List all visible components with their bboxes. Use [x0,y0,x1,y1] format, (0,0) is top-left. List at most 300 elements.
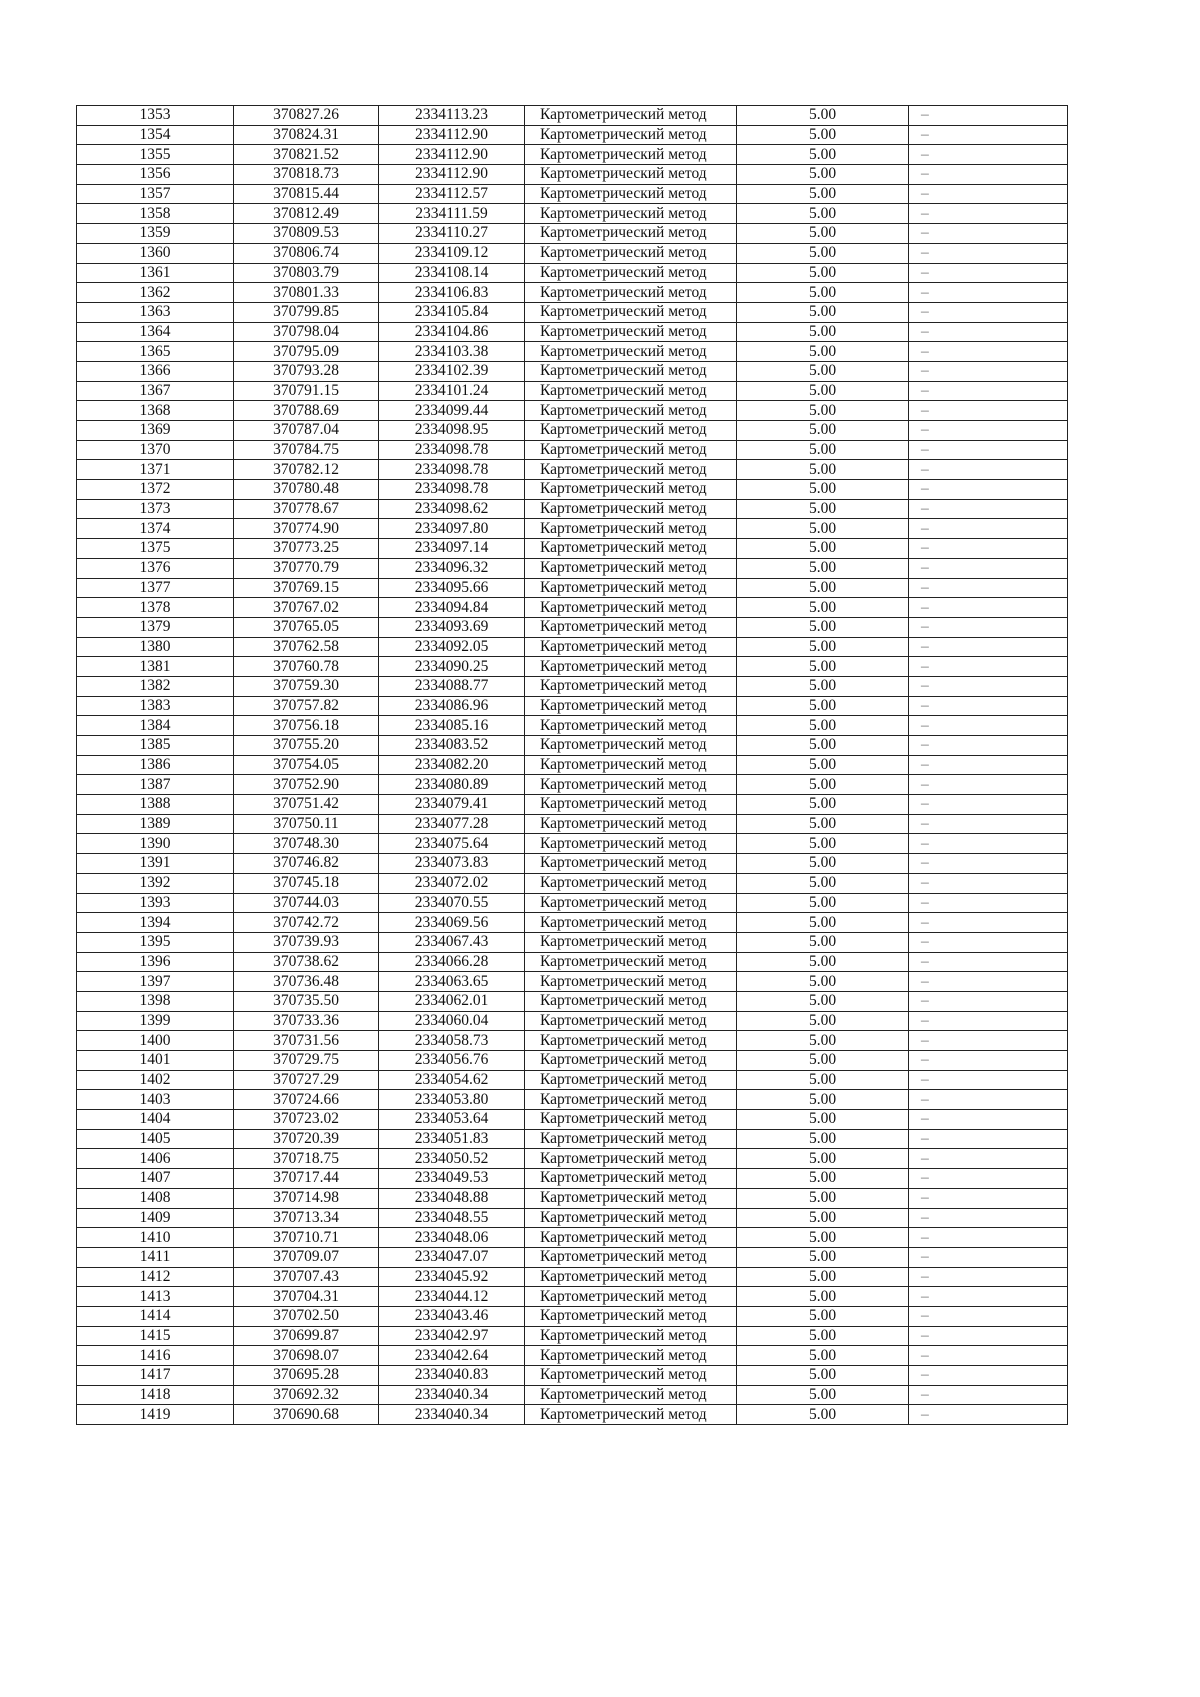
x-coordinate-cell: 370709.07 [234,1247,379,1267]
accuracy-cell: 5.00 [737,263,909,283]
y-coordinate-cell: 2334113.23 [379,106,525,126]
note-cell: – [909,617,1068,637]
table-row [77,1385,1068,1405]
note-cell: – [909,480,1068,500]
note-cell: – [909,125,1068,145]
method-cell: Картометрический метод [525,145,737,165]
x-coordinate-cell: 370731.56 [234,1031,379,1051]
table-row [77,243,1068,263]
note-cell: – [909,893,1068,913]
x-coordinate-cell: 370739.93 [234,932,379,952]
point-number-cell: 1401 [77,1051,234,1071]
table-row [77,952,1068,972]
note-cell: – [909,440,1068,460]
table-row [77,1070,1068,1090]
method-cell: Картометрический метод [525,165,737,185]
method-cell: Картометрический метод [525,361,737,381]
y-coordinate-cell: 2334051.83 [379,1129,525,1149]
point-number-cell: 1356 [77,165,234,185]
note-cell: – [909,795,1068,815]
accuracy-cell: 5.00 [737,460,909,480]
note-cell: – [909,1385,1068,1405]
accuracy-cell: 5.00 [737,539,909,559]
x-coordinate-cell: 370824.31 [234,125,379,145]
x-coordinate-cell: 370806.74 [234,243,379,263]
note-cell: – [909,1051,1068,1071]
point-number-cell: 1411 [77,1247,234,1267]
method-cell: Картометрический метод [525,1405,737,1425]
y-coordinate-cell: 2334111.59 [379,204,525,224]
y-coordinate-cell: 2334056.76 [379,1051,525,1071]
method-cell: Картометрический метод [525,480,737,500]
method-cell: Картометрический метод [525,952,737,972]
y-coordinate-cell: 2334092.05 [379,637,525,657]
table-row [77,676,1068,696]
accuracy-cell: 5.00 [737,519,909,539]
method-cell: Картометрический метод [525,302,737,322]
x-coordinate-cell: 370724.66 [234,1090,379,1110]
x-coordinate-cell: 370704.31 [234,1287,379,1307]
table-row [77,322,1068,342]
y-coordinate-cell: 2334066.28 [379,952,525,972]
table-row [77,736,1068,756]
accuracy-cell: 5.00 [737,125,909,145]
point-number-cell: 1375 [77,539,234,559]
method-cell: Картометрический метод [525,1326,737,1346]
note-cell: – [909,834,1068,854]
table-row [77,1090,1068,1110]
x-coordinate-cell: 370710.71 [234,1228,379,1248]
y-coordinate-cell: 2334106.83 [379,283,525,303]
y-coordinate-cell: 2334094.84 [379,598,525,618]
point-number-cell: 1367 [77,381,234,401]
point-number-cell: 1403 [77,1090,234,1110]
x-coordinate-cell: 370815.44 [234,184,379,204]
accuracy-cell: 5.00 [737,913,909,933]
method-cell: Картометрический метод [525,519,737,539]
note-cell: – [909,1346,1068,1366]
y-coordinate-cell: 2334079.41 [379,795,525,815]
method-cell: Картометрический метод [525,1247,737,1267]
table-row [77,302,1068,322]
point-number-cell: 1361 [77,263,234,283]
table-row [77,854,1068,874]
x-coordinate-cell: 370707.43 [234,1267,379,1287]
point-number-cell: 1354 [77,125,234,145]
x-coordinate-cell: 370793.28 [234,361,379,381]
method-cell: Картометрический метод [525,657,737,677]
note-cell: – [909,1188,1068,1208]
note-cell: – [909,1208,1068,1228]
y-coordinate-cell: 2334058.73 [379,1031,525,1051]
x-coordinate-cell: 370744.03 [234,893,379,913]
y-coordinate-cell: 2334099.44 [379,401,525,421]
accuracy-cell: 5.00 [737,716,909,736]
y-coordinate-cell: 2334062.01 [379,991,525,1011]
method-cell: Картометрический метод [525,204,737,224]
x-coordinate-cell: 370798.04 [234,322,379,342]
accuracy-cell: 5.00 [737,381,909,401]
y-coordinate-cell: 2334101.24 [379,381,525,401]
point-number-cell: 1395 [77,932,234,952]
method-cell: Картометрический метод [525,558,737,578]
table-row [77,106,1068,126]
accuracy-cell: 5.00 [737,480,909,500]
method-cell: Картометрический метод [525,283,737,303]
method-cell: Картометрический метод [525,106,737,126]
x-coordinate-cell: 370718.75 [234,1149,379,1169]
note-cell: – [909,598,1068,618]
y-coordinate-cell: 2334112.57 [379,184,525,204]
y-coordinate-cell: 2334112.90 [379,145,525,165]
method-cell: Картометрический метод [525,795,737,815]
y-coordinate-cell: 2334080.89 [379,775,525,795]
x-coordinate-cell: 370799.85 [234,302,379,322]
table-row [77,578,1068,598]
accuracy-cell: 5.00 [737,1208,909,1228]
x-coordinate-cell: 370767.02 [234,598,379,618]
method-cell: Картометрический метод [525,598,737,618]
method-cell: Картометрический метод [525,1385,737,1405]
accuracy-cell: 5.00 [737,598,909,618]
accuracy-cell: 5.00 [737,440,909,460]
method-cell: Картометрический метод [525,381,737,401]
note-cell: – [909,145,1068,165]
y-coordinate-cell: 2334077.28 [379,814,525,834]
method-cell: Картометрический метод [525,263,737,283]
note-cell: – [909,361,1068,381]
note-cell: – [909,1228,1068,1248]
x-coordinate-cell: 370735.50 [234,991,379,1011]
point-number-cell: 1357 [77,184,234,204]
coordinates-table-body [77,106,1068,1425]
point-number-cell: 1407 [77,1169,234,1189]
y-coordinate-cell: 2334072.02 [379,873,525,893]
y-coordinate-cell: 2334083.52 [379,736,525,756]
point-number-cell: 1414 [77,1306,234,1326]
method-cell: Картометрический метод [525,972,737,992]
accuracy-cell: 5.00 [737,283,909,303]
table-row [77,1129,1068,1149]
y-coordinate-cell: 2334096.32 [379,558,525,578]
table-row [77,657,1068,677]
x-coordinate-cell: 370695.28 [234,1366,379,1386]
point-number-cell: 1406 [77,1149,234,1169]
point-number-cell: 1368 [77,401,234,421]
coordinates-table [76,105,1068,1425]
point-number-cell: 1381 [77,657,234,677]
y-coordinate-cell: 2334067.43 [379,932,525,952]
point-number-cell: 1386 [77,755,234,775]
y-coordinate-cell: 2334043.46 [379,1306,525,1326]
point-number-cell: 1377 [77,578,234,598]
table-row [77,1051,1068,1071]
method-cell: Картометрический метод [525,460,737,480]
note-cell: – [909,263,1068,283]
accuracy-cell: 5.00 [737,617,909,637]
method-cell: Картометрический метод [525,125,737,145]
point-number-cell: 1412 [77,1267,234,1287]
y-coordinate-cell: 2334047.07 [379,1247,525,1267]
note-cell: – [909,302,1068,322]
x-coordinate-cell: 370780.48 [234,480,379,500]
table-row [77,913,1068,933]
accuracy-cell: 5.00 [737,1405,909,1425]
x-coordinate-cell: 370774.90 [234,519,379,539]
note-cell: – [909,716,1068,736]
method-cell: Картометрический метод [525,913,737,933]
x-coordinate-cell: 370759.30 [234,676,379,696]
accuracy-cell: 5.00 [737,1070,909,1090]
note-cell: – [909,519,1068,539]
accuracy-cell: 5.00 [737,1110,909,1130]
y-coordinate-cell: 2334048.06 [379,1228,525,1248]
note-cell: – [909,814,1068,834]
x-coordinate-cell: 370769.15 [234,578,379,598]
x-coordinate-cell: 370803.79 [234,263,379,283]
note-cell: – [909,637,1068,657]
point-number-cell: 1416 [77,1346,234,1366]
y-coordinate-cell: 2334042.97 [379,1326,525,1346]
method-cell: Картометрический метод [525,1287,737,1307]
point-number-cell: 1393 [77,893,234,913]
x-coordinate-cell: 370702.50 [234,1306,379,1326]
table-row [77,1188,1068,1208]
note-cell: – [909,381,1068,401]
method-cell: Картометрический метод [525,716,737,736]
note-cell: – [909,342,1068,362]
method-cell: Картометрический метод [525,499,737,519]
point-number-cell: 1389 [77,814,234,834]
accuracy-cell: 5.00 [737,1306,909,1326]
y-coordinate-cell: 2334075.64 [379,834,525,854]
accuracy-cell: 5.00 [737,1188,909,1208]
y-coordinate-cell: 2334112.90 [379,165,525,185]
point-number-cell: 1399 [77,1011,234,1031]
x-coordinate-cell: 370748.30 [234,834,379,854]
point-number-cell: 1365 [77,342,234,362]
point-number-cell: 1374 [77,519,234,539]
point-number-cell: 1413 [77,1287,234,1307]
note-cell: – [909,736,1068,756]
point-number-cell: 1390 [77,834,234,854]
y-coordinate-cell: 2334098.95 [379,421,525,441]
point-number-cell: 1364 [77,322,234,342]
note-cell: – [909,1326,1068,1346]
x-coordinate-cell: 370723.02 [234,1110,379,1130]
table-row [77,145,1068,165]
method-cell: Картометрический метод [525,755,737,775]
accuracy-cell: 5.00 [737,558,909,578]
method-cell: Картометрический метод [525,1346,737,1366]
point-number-cell: 1410 [77,1228,234,1248]
accuracy-cell: 5.00 [737,1051,909,1071]
table-row [77,1169,1068,1189]
note-cell: – [909,1306,1068,1326]
x-coordinate-cell: 370801.33 [234,283,379,303]
method-cell: Картометрический метод [525,637,737,657]
x-coordinate-cell: 370778.67 [234,499,379,519]
table-row [77,932,1068,952]
note-cell: – [909,401,1068,421]
note-cell: – [909,657,1068,677]
method-cell: Картометрический метод [525,401,737,421]
note-cell: – [909,1366,1068,1386]
accuracy-cell: 5.00 [737,637,909,657]
accuracy-cell: 5.00 [737,401,909,421]
accuracy-cell: 5.00 [737,834,909,854]
accuracy-cell: 5.00 [737,893,909,913]
table-row [77,1208,1068,1228]
x-coordinate-cell: 370717.44 [234,1169,379,1189]
point-number-cell: 1402 [77,1070,234,1090]
y-coordinate-cell: 2334098.78 [379,460,525,480]
point-number-cell: 1378 [77,598,234,618]
point-number-cell: 1417 [77,1366,234,1386]
y-coordinate-cell: 2334097.14 [379,539,525,559]
point-number-cell: 1358 [77,204,234,224]
accuracy-cell: 5.00 [737,1247,909,1267]
table-row [77,617,1068,637]
x-coordinate-cell: 370809.53 [234,224,379,244]
note-cell: – [909,578,1068,598]
accuracy-cell: 5.00 [737,952,909,972]
y-coordinate-cell: 2334098.78 [379,480,525,500]
x-coordinate-cell: 370752.90 [234,775,379,795]
point-number-cell: 1409 [77,1208,234,1228]
point-number-cell: 1419 [77,1405,234,1425]
table-row [77,401,1068,421]
point-number-cell: 1391 [77,854,234,874]
table-row [77,263,1068,283]
accuracy-cell: 5.00 [737,795,909,815]
note-cell: – [909,854,1068,874]
accuracy-cell: 5.00 [737,106,909,126]
x-coordinate-cell: 370692.32 [234,1385,379,1405]
x-coordinate-cell: 370821.52 [234,145,379,165]
x-coordinate-cell: 370690.68 [234,1405,379,1425]
point-number-cell: 1382 [77,676,234,696]
accuracy-cell: 5.00 [737,657,909,677]
method-cell: Картометрический метод [525,696,737,716]
table-row [77,1405,1068,1425]
note-cell: – [909,913,1068,933]
point-number-cell: 1397 [77,972,234,992]
y-coordinate-cell: 2334063.65 [379,972,525,992]
note-cell: – [909,204,1068,224]
note-cell: – [909,165,1068,185]
method-cell: Картометрический метод [525,617,737,637]
table-row [77,499,1068,519]
note-cell: – [909,932,1068,952]
y-coordinate-cell: 2334086.96 [379,696,525,716]
x-coordinate-cell: 370745.18 [234,873,379,893]
table-row [77,1366,1068,1386]
method-cell: Картометрический метод [525,775,737,795]
method-cell: Картометрический метод [525,1070,737,1090]
table-row [77,204,1068,224]
x-coordinate-cell: 370720.39 [234,1129,379,1149]
point-number-cell: 1398 [77,991,234,1011]
x-coordinate-cell: 370818.73 [234,165,379,185]
y-coordinate-cell: 2334085.16 [379,716,525,736]
method-cell: Картометрический метод [525,814,737,834]
x-coordinate-cell: 370757.82 [234,696,379,716]
y-coordinate-cell: 2334082.20 [379,755,525,775]
y-coordinate-cell: 2334109.12 [379,243,525,263]
table-row [77,834,1068,854]
accuracy-cell: 5.00 [737,322,909,342]
point-number-cell: 1366 [77,361,234,381]
point-number-cell: 1371 [77,460,234,480]
point-number-cell: 1388 [77,795,234,815]
method-cell: Картометрический метод [525,440,737,460]
point-number-cell: 1362 [77,283,234,303]
accuracy-cell: 5.00 [737,1228,909,1248]
method-cell: Картометрический метод [525,1188,737,1208]
point-number-cell: 1415 [77,1326,234,1346]
method-cell: Картометрический метод [525,1208,737,1228]
method-cell: Картометрический метод [525,243,737,263]
accuracy-cell: 5.00 [737,1090,909,1110]
x-coordinate-cell: 370812.49 [234,204,379,224]
x-coordinate-cell: 370714.98 [234,1188,379,1208]
x-coordinate-cell: 370751.42 [234,795,379,815]
x-coordinate-cell: 370750.11 [234,814,379,834]
table-row [77,165,1068,185]
y-coordinate-cell: 2334040.83 [379,1366,525,1386]
x-coordinate-cell: 370791.15 [234,381,379,401]
note-cell: – [909,106,1068,126]
y-coordinate-cell: 2334098.62 [379,499,525,519]
method-cell: Картометрический метод [525,1306,737,1326]
point-number-cell: 1400 [77,1031,234,1051]
x-coordinate-cell: 370773.25 [234,539,379,559]
accuracy-cell: 5.00 [737,676,909,696]
x-coordinate-cell: 370827.26 [234,106,379,126]
note-cell: – [909,1110,1068,1130]
table-row [77,598,1068,618]
y-coordinate-cell: 2334098.78 [379,440,525,460]
x-coordinate-cell: 370733.36 [234,1011,379,1031]
table-row [77,1267,1068,1287]
method-cell: Картометрический метод [525,991,737,1011]
accuracy-cell: 5.00 [737,814,909,834]
accuracy-cell: 5.00 [737,1129,909,1149]
x-coordinate-cell: 370760.78 [234,657,379,677]
method-cell: Картометрический метод [525,184,737,204]
y-coordinate-cell: 2334042.64 [379,1346,525,1366]
table-row [77,1326,1068,1346]
note-cell: – [909,952,1068,972]
y-coordinate-cell: 2334095.66 [379,578,525,598]
table-row [77,893,1068,913]
y-coordinate-cell: 2334088.77 [379,676,525,696]
accuracy-cell: 5.00 [737,854,909,874]
table-row [77,558,1068,578]
table-row [77,814,1068,834]
accuracy-cell: 5.00 [737,184,909,204]
accuracy-cell: 5.00 [737,736,909,756]
accuracy-cell: 5.00 [737,1031,909,1051]
y-coordinate-cell: 2334102.39 [379,361,525,381]
y-coordinate-cell: 2334103.38 [379,342,525,362]
y-coordinate-cell: 2334090.25 [379,657,525,677]
y-coordinate-cell: 2334050.52 [379,1149,525,1169]
x-coordinate-cell: 370742.72 [234,913,379,933]
table-row [77,460,1068,480]
table-row [77,361,1068,381]
